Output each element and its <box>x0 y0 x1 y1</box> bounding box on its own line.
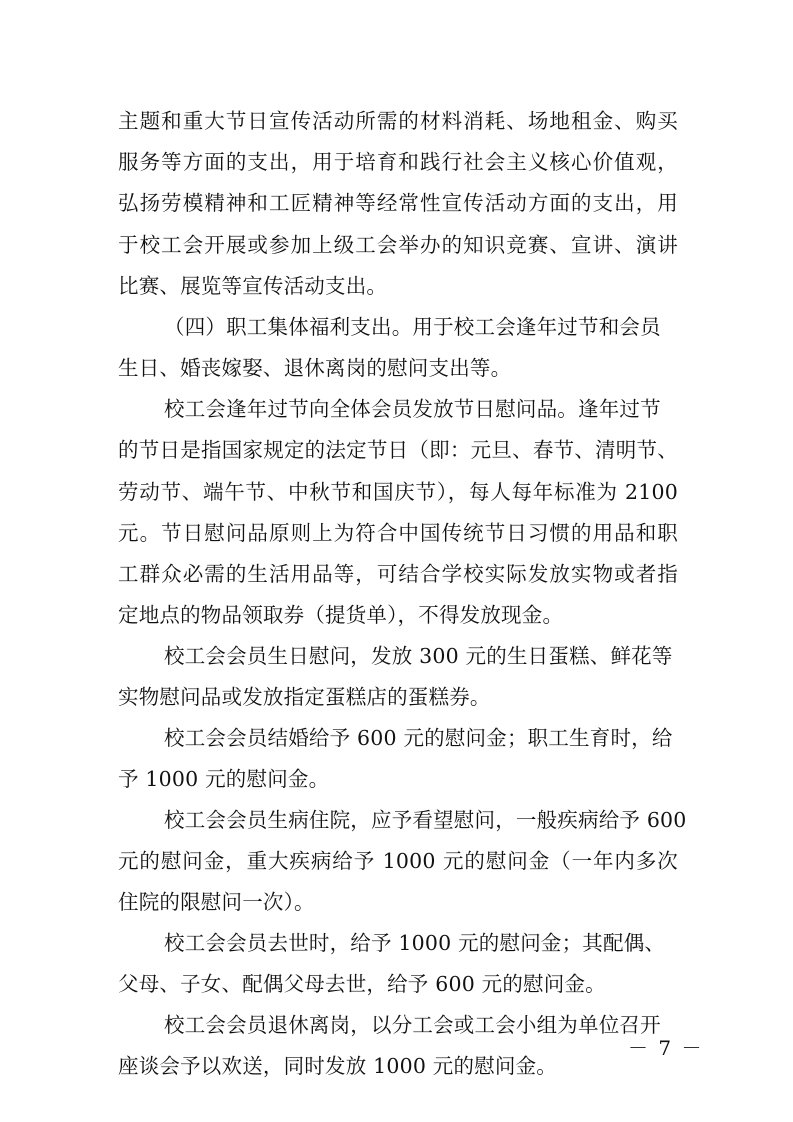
paragraph-3-line-1: 校工会逢年过节向全体会员发放节日慰问品。逢年过节 <box>164 397 661 421</box>
paragraph-1-line-2: 服务等方面的支出，用于培育和践行社会主义核心价值观， <box>118 150 678 174</box>
paragraph-5-line-2: 予 1000 元的慰问金。 <box>118 767 330 791</box>
paragraph-3-line-2: 的节日是指国家规定的法定节日（即：元旦、春节、清明节、 <box>118 438 678 462</box>
paragraph-1-line-3: 弘扬劳模精神和工匠精神等经常性宣传活动方面的支出，用 <box>118 191 678 215</box>
paragraph-6-line-1: 校工会会员生病住院，应予看望慰问，一般疾病给予 600 <box>164 808 687 832</box>
paragraph-3-line-5: 工群众必需的生活用品等，可结合学校实际发放实物或者指 <box>118 562 678 586</box>
paragraph-1-line-4: 于校工会开展或参加上级工会举办的知识竞赛、宣讲、演讲 <box>118 233 678 257</box>
paragraph-2-line-1: （四）职工集体福利支出。用于校工会逢年过节和会员 <box>164 315 661 339</box>
paragraph-4-line-2: 实物慰问品或发放指定蛋糕店的蛋糕券。 <box>118 685 491 709</box>
paragraph-8-line-1: 校工会会员退休离岗，以分工会或工会小组为单位召开 <box>164 1013 661 1037</box>
paragraph-1-line-1: 主题和重大节日宣传活动所需的材料消耗、场地租金、购买 <box>118 109 678 133</box>
paragraph-3-line-3: 劳动节、端午节、中秋节和国庆节），每人每年标准为 2100 <box>118 480 678 504</box>
paragraph-3-line-6: 定地点的物品领取券（提货单），不得发放现金。 <box>118 603 564 627</box>
paragraph-3-line-4: 元。节日慰问品原则上为符合中国传统节日习惯的用品和职 <box>118 521 678 545</box>
paragraph-6-line-3: 住院的限慰问一次）。 <box>118 890 315 914</box>
paragraph-5-line-1: 校工会会员结婚给予 600 元的慰问金；职工生育时，给 <box>164 726 673 750</box>
page-number: － 7 － <box>628 1036 704 1060</box>
paragraph-4-line-1: 校工会会员生日慰问，发放 300 元的生日蛋糕、鲜花等 <box>164 644 673 668</box>
paragraph-7-line-2: 父母、子女、配偶父母去世，给予 600 元的慰问金。 <box>118 972 606 996</box>
paragraph-2-line-2: 生日、婚丧嫁娶、退休离岗的慰问支出等。 <box>118 356 512 380</box>
paragraph-8-line-2: 座谈会予以欢送，同时发放 1000 元的慰问金。 <box>118 1054 558 1078</box>
paragraph-6-line-2: 元的慰问金，重大疾病给予 1000 元的慰问金（一年内多次 <box>118 849 678 873</box>
paragraph-1-line-5: 比赛、展览等宣传活动支出。 <box>118 274 388 298</box>
paragraph-7-line-1: 校工会会员去世时，给予 1000 元的慰问金；其配偶、 <box>164 931 666 955</box>
